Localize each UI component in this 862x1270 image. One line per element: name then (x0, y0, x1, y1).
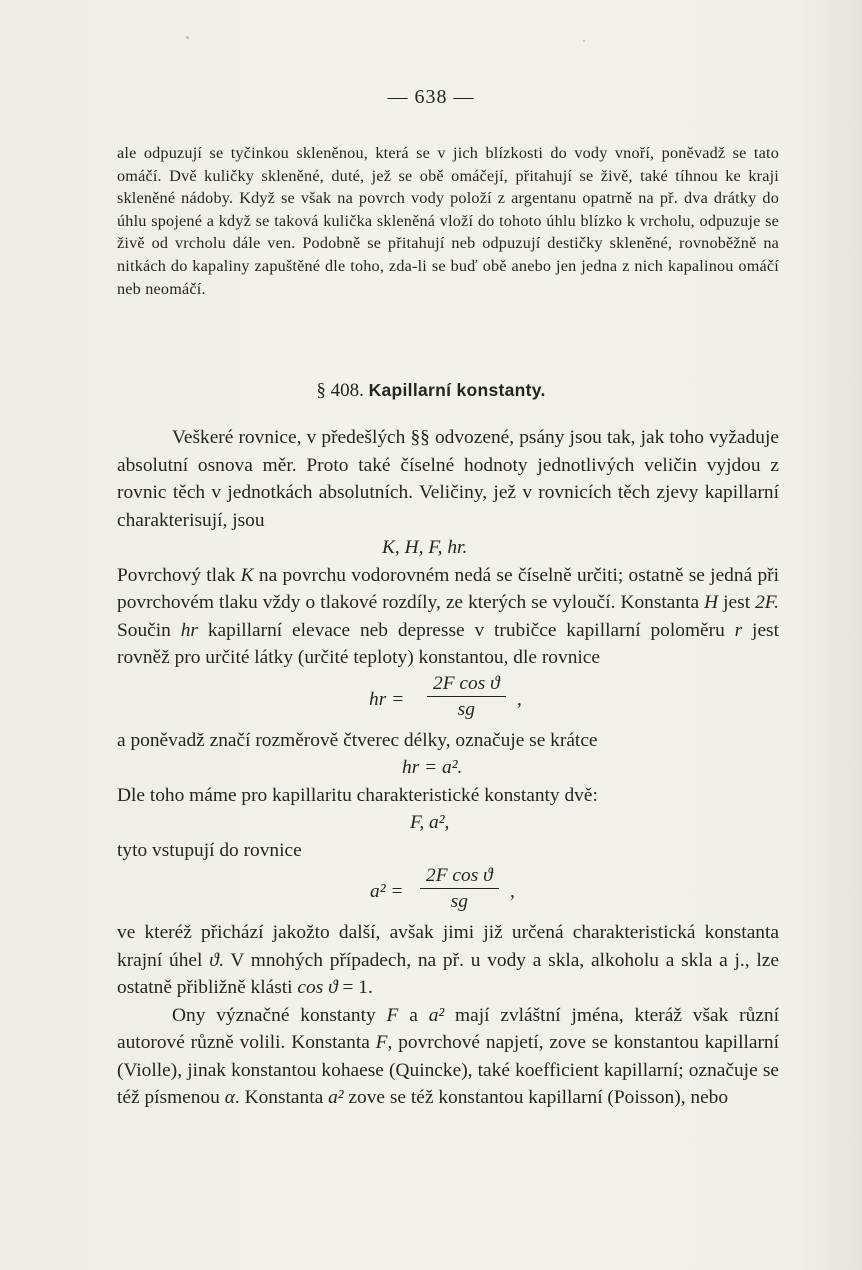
equation-3-denominator: sg (450, 891, 468, 912)
equation-1-denominator: sg (457, 698, 475, 720)
equation-3-numerator: 2F cos ϑ (420, 864, 499, 889)
equation-1-fraction (427, 672, 506, 723)
equation-1-lhs: hr = (369, 688, 405, 710)
equation-3-lhs: a² = (370, 881, 404, 902)
intro-text: ale odpuzují se tyčinkou skleněnou, která se v jich blízkosti do vody vnoří, poněvadž se tato omáčí. Dvě kuličky skleněné, duté, jež se obě omáčejí, přitahují se živě, také tíhnou ke kraji skleněné nádoby. Když se však na povrch vody položí z argentanu opatrně na př. dva drátky do úhlu spojené a když se taková kulička skleněná vloží do tohoto úhlu blízko k vrcholu, odpuzuje se živě od vrcholu dále ven. Podobně se přitahují neb odpuzují destičky skleněné, rovnoběžně na nitkách do kapaliny zapuštěné dle toho, zda-li se buď obě anebo jen jedna z nich kapalinou omáčí neb neomáčí. (117, 144, 779, 298)
equation-1-comma: , (517, 688, 522, 710)
main-text (117, 424, 779, 1112)
variables-line-2: F, a², (410, 812, 450, 833)
equation-3-comma: , (510, 881, 515, 902)
equation-1 (117, 672, 779, 727)
paragraph-2: Povrchový tlak K na povrchu vodorovném nedá se číselně určiti; ostatně se jedná při povrchovém tlaku vždy o tlakové rozdíly, ze kterých se vyloučí. Konstanta H jest 2F. Součin hr kapillarní elevace neb depresse v trubičce kapillarní poloměru r jest rovněž pro určité látky (určité teploty) konstantou, dle rovnice (117, 564, 779, 668)
section-heading (0, 380, 862, 402)
variables-line-1: K, H, F, hr. (382, 537, 468, 558)
paragraph-1: Veškeré rovnice, v předešlých §§ odvozené, psány jsou tak, jak toho vyžaduje absolutní osnova měr. Proto také číselné hodnoty jednotlivých veličin vyjdou z rovnic těch v jednotkách absolutních. Veličiny, jež v rovnicích těch zjevy kapillarní charakterisují, jsou (117, 427, 779, 531)
equation-3-fraction (420, 864, 499, 915)
paper-speck (186, 36, 189, 39)
section-title: Kapillarní konstanty. (368, 380, 546, 400)
paragraph-5: tyto vstupují do rovnice (117, 839, 302, 861)
equation-2: hr = a². (402, 757, 463, 778)
equation-3 (117, 864, 779, 919)
section-number: § 408. (316, 380, 364, 401)
paragraph-4: Dle toho máme pro kapillaritu charakteristické konstanty dvě: (117, 784, 598, 806)
paper-speck (583, 40, 585, 42)
intro-paragraph (117, 142, 779, 300)
page-number: — 638 — (387, 86, 475, 108)
equation-1-numerator: 2F cos ϑ (427, 672, 506, 697)
paragraph-7: Ony význačné konstanty F a a² mají zvláštní jména, kteráž však různí autorové různě volili. Konstanta F, povrchové napjetí, zove se konstantou kapillarní (Violle), jinak konstantou kohaese (Quincke), také koefficient kapillarní; označuje se též písmenou α. Konstanta a² zove se též konstantou kapillarní (Poisson), nebo (117, 1004, 779, 1108)
paragraph-6: ve kteréž přichází jakožto další, avšak jimi již určená charakteristická konstanta krajní úhel ϑ. V mnohých případech, na př. u vody a skla, alkoholu a skla a j., lze ostatně přibližně klásti cos ϑ = 1. (117, 922, 779, 998)
paragraph-3: a poněvadž značí rozměrově čtverec délky, označuje se krátce (117, 729, 598, 751)
